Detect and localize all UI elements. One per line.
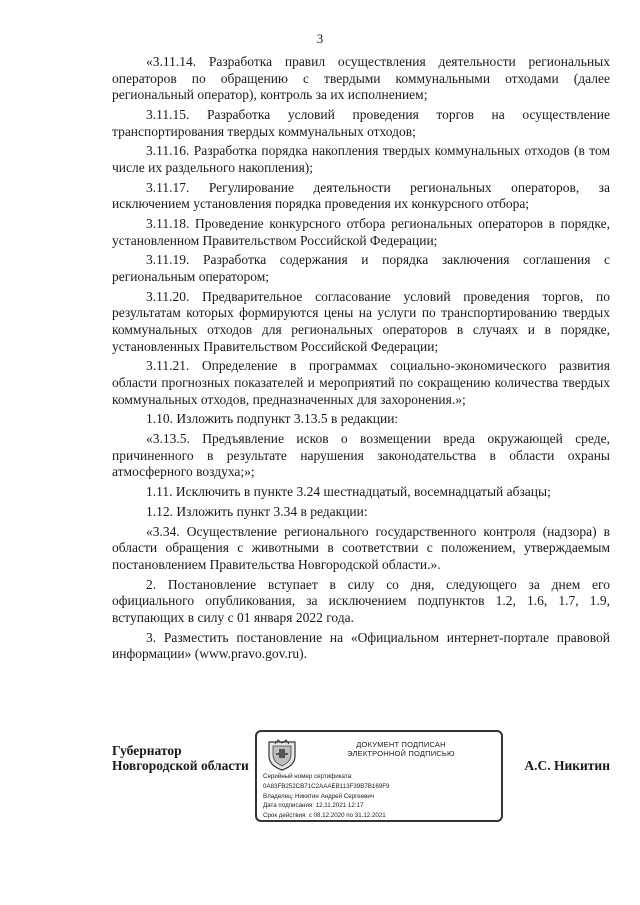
certificate-label: Серийный номер сертификата: xyxy=(263,773,353,780)
paragraph: «3.13.5. Предъявление исков о возмещении вреда окружающей среде, причиненного в результате нарушения законодательства в области охраны атмосферного воздуха;»; xyxy=(112,431,610,480)
paragraph: 1.11. Исключить в пункте 3.24 шестнадцатый, восемнадцатый абзацы; xyxy=(146,484,551,500)
certificate-owner: Владелец: Никитин Андрей Сергеевич xyxy=(263,792,375,800)
paragraph: 3.11.16. Разработка порядка накопления твердых коммунальных отходов (в том числе их раздельного накопления); xyxy=(112,143,610,175)
paragraph: 1.12. Изложить пункт 3.34 в редакции: xyxy=(146,503,368,519)
electronic-signature-stamp xyxy=(255,730,503,822)
paragraph: 3.11.18. Проведение конкурсного отбора региональных операторов в порядке, установленном Правительством Российской Федерации; xyxy=(112,216,610,248)
stamp-details xyxy=(263,772,389,821)
signatory-title xyxy=(112,743,249,773)
paragraph: 3.11.17. Регулирование деятельности региональных операторов, за исключением установления порядка проведения их конкурсного отбора; xyxy=(112,179,610,212)
paragraph: 1.10. Изложить подпункт 3.13.5 в редакции: xyxy=(146,411,399,427)
paragraph: 2. Постановление вступает в силу со дня, следующего за днем его официального опубликования, за исключением подпунктов 1.2, 1.6, 1.7, 1.9, вступающих в силу с 01 января 2022 года. xyxy=(112,576,610,625)
stamp-heading-line: ДОКУМЕНТ ПОДПИСАН xyxy=(356,740,446,749)
stamp-heading xyxy=(311,740,491,758)
certificate-validity: Срок действия: с 08.12.2020 по 31.12.2021 xyxy=(263,812,386,820)
stamp-heading-line: ЭЛЕКТРОННОЙ ПОДПИСЬЮ xyxy=(347,749,455,758)
paragraph: 3.11.15. Разработка условий проведения торгов на осуществление транспортирования твердых коммунальных отходов; xyxy=(112,106,610,139)
paragraph: 3.11.19. Разработка содержания и порядка заключения соглашения с региональным оператором; xyxy=(112,252,610,285)
signing-date: Дата подписания: 12.11.2021 12:17 xyxy=(263,802,364,810)
signature-block xyxy=(112,730,610,830)
coat-of-arms-icon xyxy=(263,738,301,772)
certificate-serial: 0A83FB252CB71C2AAAEB113F39B7B169F9 xyxy=(263,782,390,790)
signatory-name: А.С. Никитин xyxy=(524,758,610,773)
signatory-title-line: Новгородской области xyxy=(112,758,249,773)
paragraph: «3.34. Осуществление регионального государственного контроля (надзора) в области обращения с животными в соответствии с положением, утверждаемым постановлением Правительства Новгородской области.». xyxy=(112,523,610,572)
paragraph: «3.11.14. Разработка правил осуществления деятельности региональных операторов по обращению с твердыми коммунальными отходами (далее региональный оператор), контроль за их исполнением; xyxy=(112,54,610,103)
paragraph: 3.11.21. Определение в программах социально-экономического развития области прогнозных показателей и мероприятий по сокращению количества твердых коммунальных отходов, предназначенных для захоронения.»; xyxy=(112,358,610,407)
paragraph: 3.11.20. Предварительное согласование условий проведения торгов, по результатам которых формируются цены на услуги по транспортированию твердых коммунальных отходов для региональных операторов в случаях и в порядке, установленных Правительством Российской Федерации; xyxy=(112,288,610,354)
page-number: 3 xyxy=(316,31,324,46)
paragraph: 3. Разместить постановление на «Официальном интернет-портале правовой информации» (www.pravo.gov.ru). xyxy=(112,629,610,662)
signatory-title-line: Губернатор xyxy=(112,743,182,758)
document-body xyxy=(112,54,610,666)
